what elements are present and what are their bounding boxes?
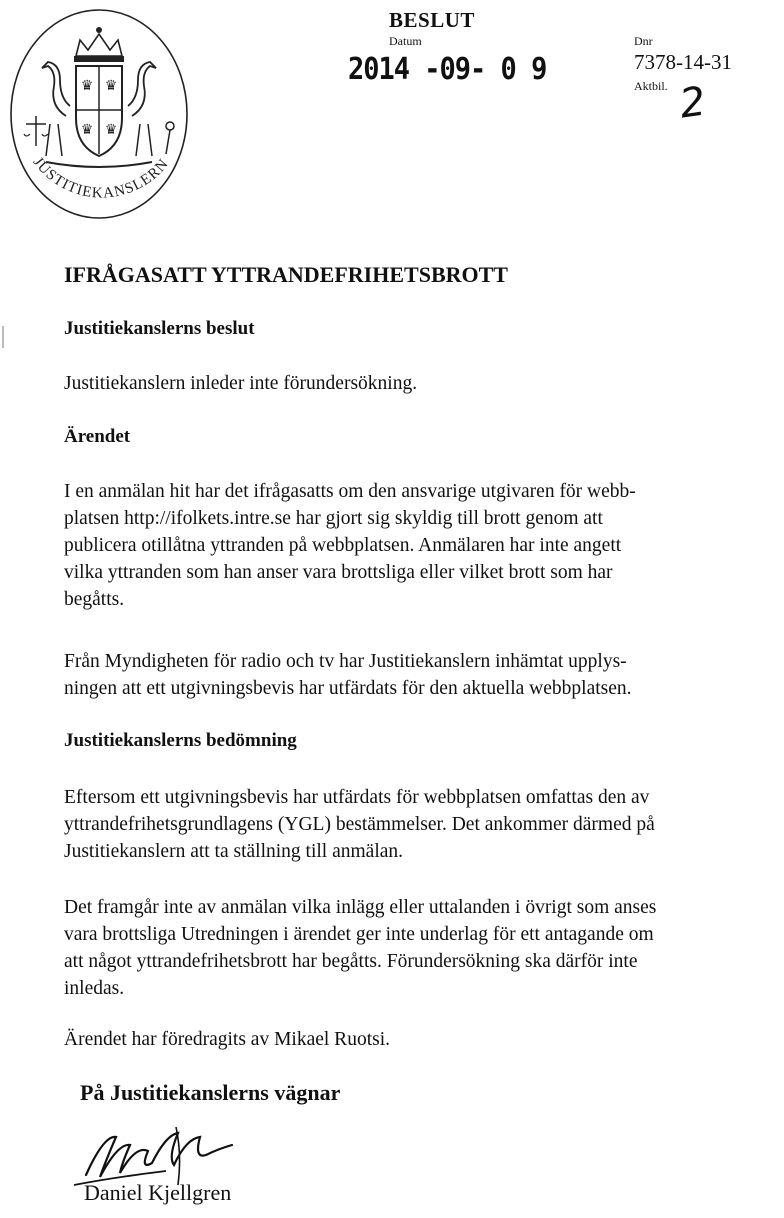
assessment-heading: Justitiekanslerns bedömning [64, 730, 297, 751]
paragraph-line: Justitiekanslern att ta ställning till anmälan. [64, 841, 404, 862]
paragraph-line: Från Myndigheten för radio och tv har Justitiekanslern inhämtat upplys- [64, 651, 627, 672]
paragraph-line: begåtts. [64, 589, 125, 610]
seal-text: JUSTITIEKANSLERN [29, 154, 173, 202]
svg-text:♛: ♛ [104, 122, 118, 138]
paragraph-line: publicera otillåtna yttranden på webbplatsen. Anmälaren har inte angett [64, 535, 622, 556]
assessment-paragraph-1 [64, 784, 764, 865]
assessment-paragraph-2 [64, 894, 764, 1002]
paragraph-line: vilka yttranden som han anser vara brottsliga eller vilket brott som har [64, 562, 613, 583]
datum-stamp: 2014 -09- 0 9 [348, 52, 547, 87]
paragraph-line: I en anmälan hit har det ifrågasatts om den ansvarige utgivaren för webb- [64, 481, 636, 502]
paragraph-line: att något yttrandefrihetsbrott har begåtts. Förundersökning ska därför inte [64, 951, 638, 972]
case-paragraph-2 [64, 648, 764, 702]
margin-mark [2, 326, 4, 348]
case-paragraph-1 [64, 478, 764, 613]
svg-text:♛: ♛ [80, 122, 94, 138]
paragraph-line: Det framgår inte av anmälan vilka inlägg eller uttalanden i övrigt som anses [64, 897, 657, 918]
case-heading: Ärendet [64, 426, 131, 447]
signatory-name: Daniel Kjellgren [84, 1180, 232, 1205]
paragraph-line: platsen http://ifolkets.intre.se har gjort sig skyldig till brott genom att [64, 508, 603, 529]
paragraph-line: vara brottsliga Utredningen i ärendet ger inte underlag för ett antagande om [64, 924, 654, 945]
presenter-text: Ärendet har föredragits av Mikael Ruotsi. [64, 1029, 390, 1050]
dnr-label: Dnr [634, 34, 653, 48]
paragraph-line: Eftersom ett utgivningsbevis har utfärdats för webbplatsen omfattas den av [64, 787, 650, 808]
decision-heading: Justitiekanslerns beslut [64, 318, 255, 339]
document-type: BESLUT [389, 8, 475, 32]
dnr-value: 7378-14-31 [634, 50, 732, 74]
paragraph-line: inledas. [64, 978, 125, 999]
aktbil-value: 2 [676, 78, 709, 128]
decision-text: Justitiekanslern inleder inte förundersökning. [64, 373, 418, 394]
paragraph-line: ningen att ett utgivningsbevis har utfärdats för den aktuella webbplatsen. [64, 678, 632, 699]
datum-label: Datum [389, 34, 422, 48]
svg-text:♛: ♛ [80, 78, 94, 94]
signature-heading: På Justitiekanslerns vägnar [80, 1080, 341, 1105]
svg-text:♛: ♛ [104, 78, 118, 94]
paragraph-line: yttrandefrihetsgrundlagens (YGL) bestämmelser. Det ankommer därmed på [64, 814, 655, 835]
handwritten-signature [56, 1115, 246, 1190]
document-title: IFRÅGASATT YTTRANDEFRIHETSBROTT [64, 262, 508, 287]
justitiekanslern-seal [6, 6, 192, 226]
aktbil-label: Aktbil. [634, 79, 668, 93]
